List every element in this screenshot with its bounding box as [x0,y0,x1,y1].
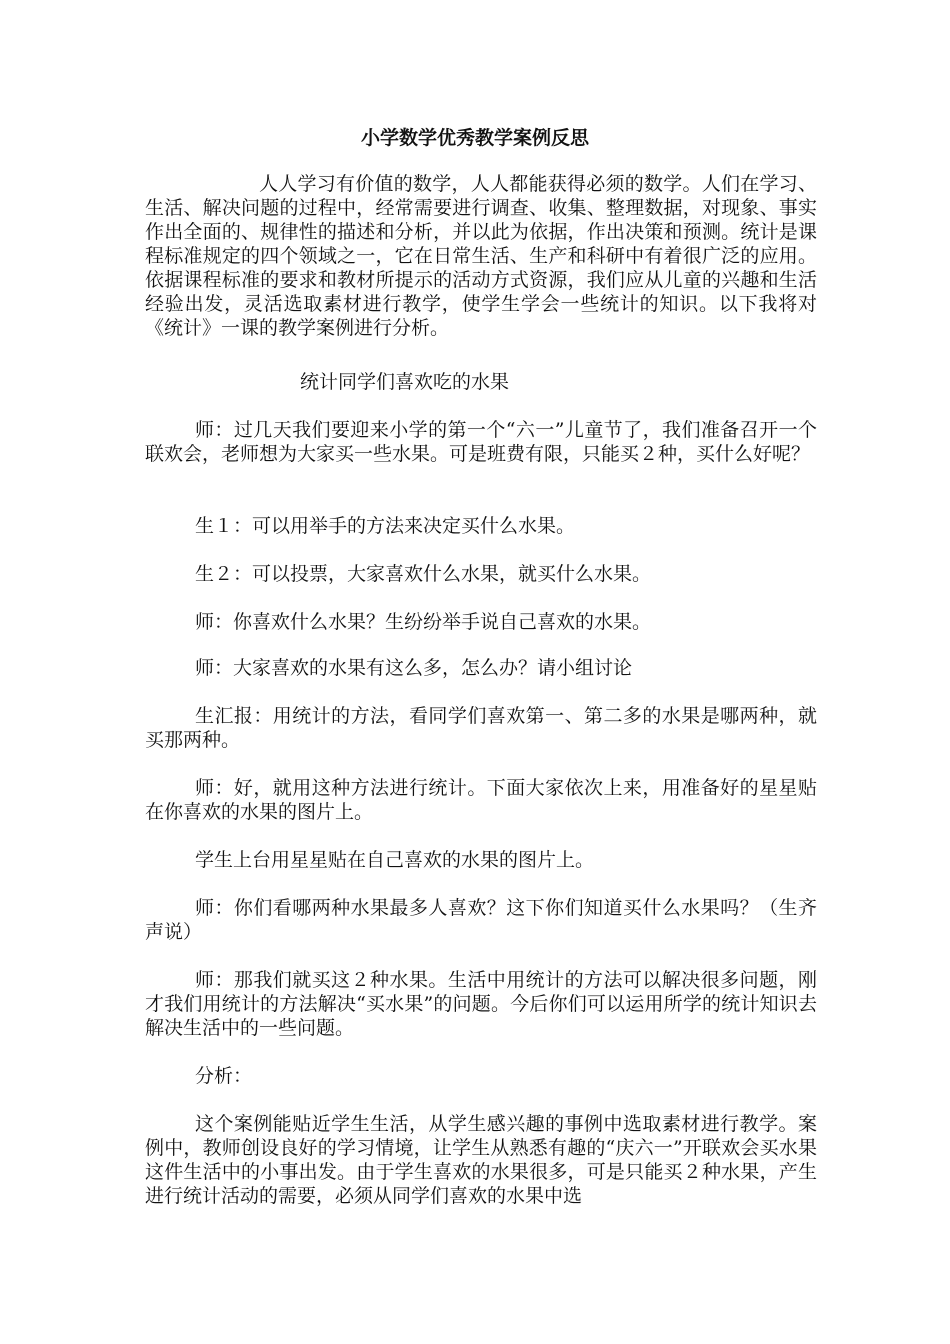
paragraph-4: 师：你喜欢什么水果？生纷纷举手说自己喜欢的水果。 [195,611,652,633]
analysis-paragraph: 这个案例能贴近学生生活，从学生感兴趣的事例中选取素材进行教学。案例中，教师创设良好的学习情境，让学生从熟悉有趣的“庆六一”开联欢会买水果这件生活中的小事出发。由于学生喜欢的水果很多，可是只能买２种水果，产生进行统计活动的需要，必须从同学们喜欢的水果中选 [145,1113,817,1207]
section-subtitle: 统计同学们喜欢吃的水果 [300,371,510,393]
paragraph-9: 师：你们看哪两种水果最多人喜欢？这下你们知道买什么水果吗？（生齐声说） [145,897,817,943]
paragraph-1: 师：过几天我们要迎来小学的第一个“六一”儿童节了，我们准备召开一个联欢会，老师想为大家买一些水果。可是班费有限，只能买２种，买什么好呢？ [145,419,817,465]
paragraph-8: 学生上台用星星贴在自己喜欢的水果的图片上。 [195,849,595,871]
document-title: 小学数学优秀教学案例反思 [360,127,589,149]
paragraph-7: 师：好，就用这种方法进行统计。下面大家依次上来，用准备好的星星贴在你喜欢的水果的图片上。 [145,777,817,823]
paragraph-2: 生１：可以用举手的方法来决定买什么水果。 [195,515,576,537]
intro-paragraph: 人人学习有价值的数学，人人都能获得必须的数学。人们在学习、生活、解决问题的过程中，经常需要进行调查、收集、整理数据，对现象、事实作出全面的、规律性的描述和分析，并以此为依据，作出决策和预测。统计是课程标准规定的四个领域之一，它在日常生活、生产和科研中有着很广泛的应用。依据课程标准的要求和教材所提示的活动方式资源，我们应从儿童的兴趣和生活经验出发，灵活选取素材进行教学，使学生学会一些统计的知识。以下我将对《统计》一课的教学案例进行分析。 [145,173,817,339]
analysis-heading: 分析： [195,1065,253,1087]
paragraph-3: 生２：可以投票，大家喜欢什么水果，就买什么水果。 [195,563,652,585]
paragraph-6: 生汇报：用统计的方法，看同学们喜欢第一、第二多的水果是哪两种，就买那两种。 [145,705,817,751]
paragraph-5: 师：大家喜欢的水果有这么多，怎么办？请小组讨论 [195,657,633,679]
paragraph-10: 师：那我们就买这２种水果。生活中用统计的方法可以解决很多问题，刚才我们用统计的方法解决“买水果”的问题。今后你们可以运用所学的统计知识去解决生活中的一些问题。 [145,969,817,1039]
